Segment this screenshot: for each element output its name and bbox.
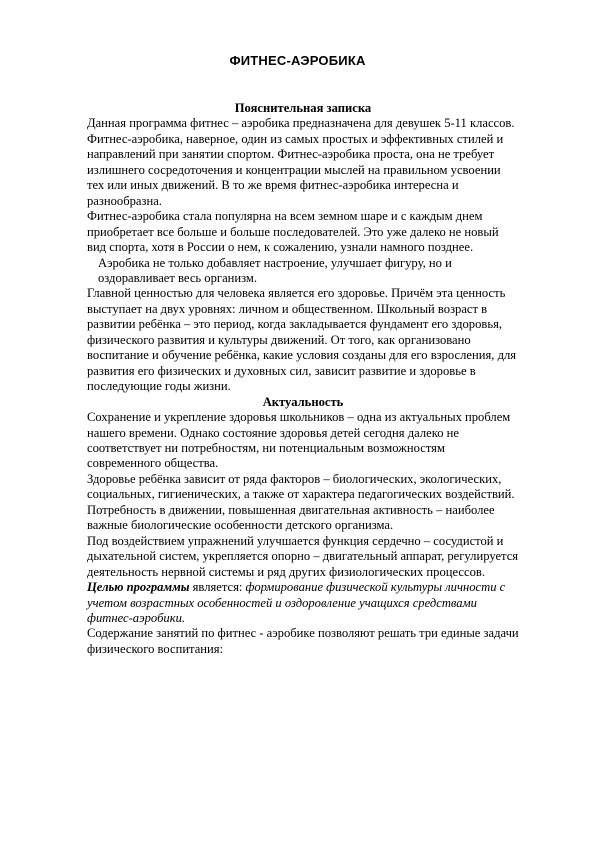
paragraph: Содержание занятий по фитнес - аэробике позволяют решать три единые задачи физического воспитания: xyxy=(87,626,519,656)
program-goal-connector: является: xyxy=(189,580,246,595)
document-body xyxy=(87,101,519,657)
section-heading-relevance: Актуальность xyxy=(262,394,344,409)
paragraph: Данная программа фитнес – аэробика предназначена для девушек 5-11 классов. xyxy=(87,116,515,131)
paragraph: Фитнес-аэробика стала популярна на всем земном шаре и с каждым днем приобретает все больше и больше последователей. Это уже далеко не новый вид спорта, хотя в России о нем, к сожалению, узнали намного позднее. xyxy=(87,209,499,255)
paragraph: Аэробика не только добавляет настроение, улучшает фигуру, но и оздоравливает весь организм. xyxy=(98,255,452,285)
program-goal-paragraph xyxy=(87,580,519,626)
paragraph: Сохранение и укрепление здоровья школьников – одна из актуальных проблем нашего времени. Однако состояние здоровья детей сегодня далеко не соответствует ни потребностям, ни потенциальным возможностям современного общества. xyxy=(87,410,511,471)
paragraph: Главной ценностью для человека является его здоровье. Причём эта ценность выступает на двух уровнях: личном и общественном. Школьный возраст в развитии ребёнка – это период, когда закладывается фундамент его здоровья, физического развития и культуры движений. От того, как организовано воспитание и обучение ребёнка, какие условия созданы для его взросления, для развития его физических и духовных сил, зависит развитие и здоровье в последующие годы жизни. xyxy=(87,286,517,394)
section-heading-explanatory-note: Пояснительная записка xyxy=(234,101,372,115)
program-goal-text: формирование физической культуры личности с учетом возрастных особенностей и оздоровление учащихся средствами фитнес-аэробики. xyxy=(87,580,506,625)
paragraph: Фитнес-аэробика, наверное, один из самых простых и эффективных стилей и направлений при занятии спортом. Фитнес-аэробика проста, она не требует излишнего сосредоточения и концентрации мыслей на правильном усвоении тех или иных движений. В то же время фитнес-аэробика интересна и разнообразна. xyxy=(87,131,504,208)
program-goal-label: Целью программы xyxy=(87,580,190,595)
paragraph: Потребность в движении, повышенная двигательная активность – наиболее важные биологические особенности детского организма. xyxy=(87,502,495,533)
paragraph: Под воздействием упражнений улучшается функция сердечно – сосудистой и дыхательной систем, укрепляется опорно – двигательный аппарат, регулируется деятельность нервной системы и ряд других физиологических процессов. xyxy=(87,533,519,579)
paragraph: Здоровье ребёнка зависит от ряда факторов – биологических, экологических, социальных, гигиенических, а также от характера педагогических воздействий. xyxy=(87,471,515,502)
document-title: ФИТНЕС-АЭРОБИКА xyxy=(229,53,366,68)
